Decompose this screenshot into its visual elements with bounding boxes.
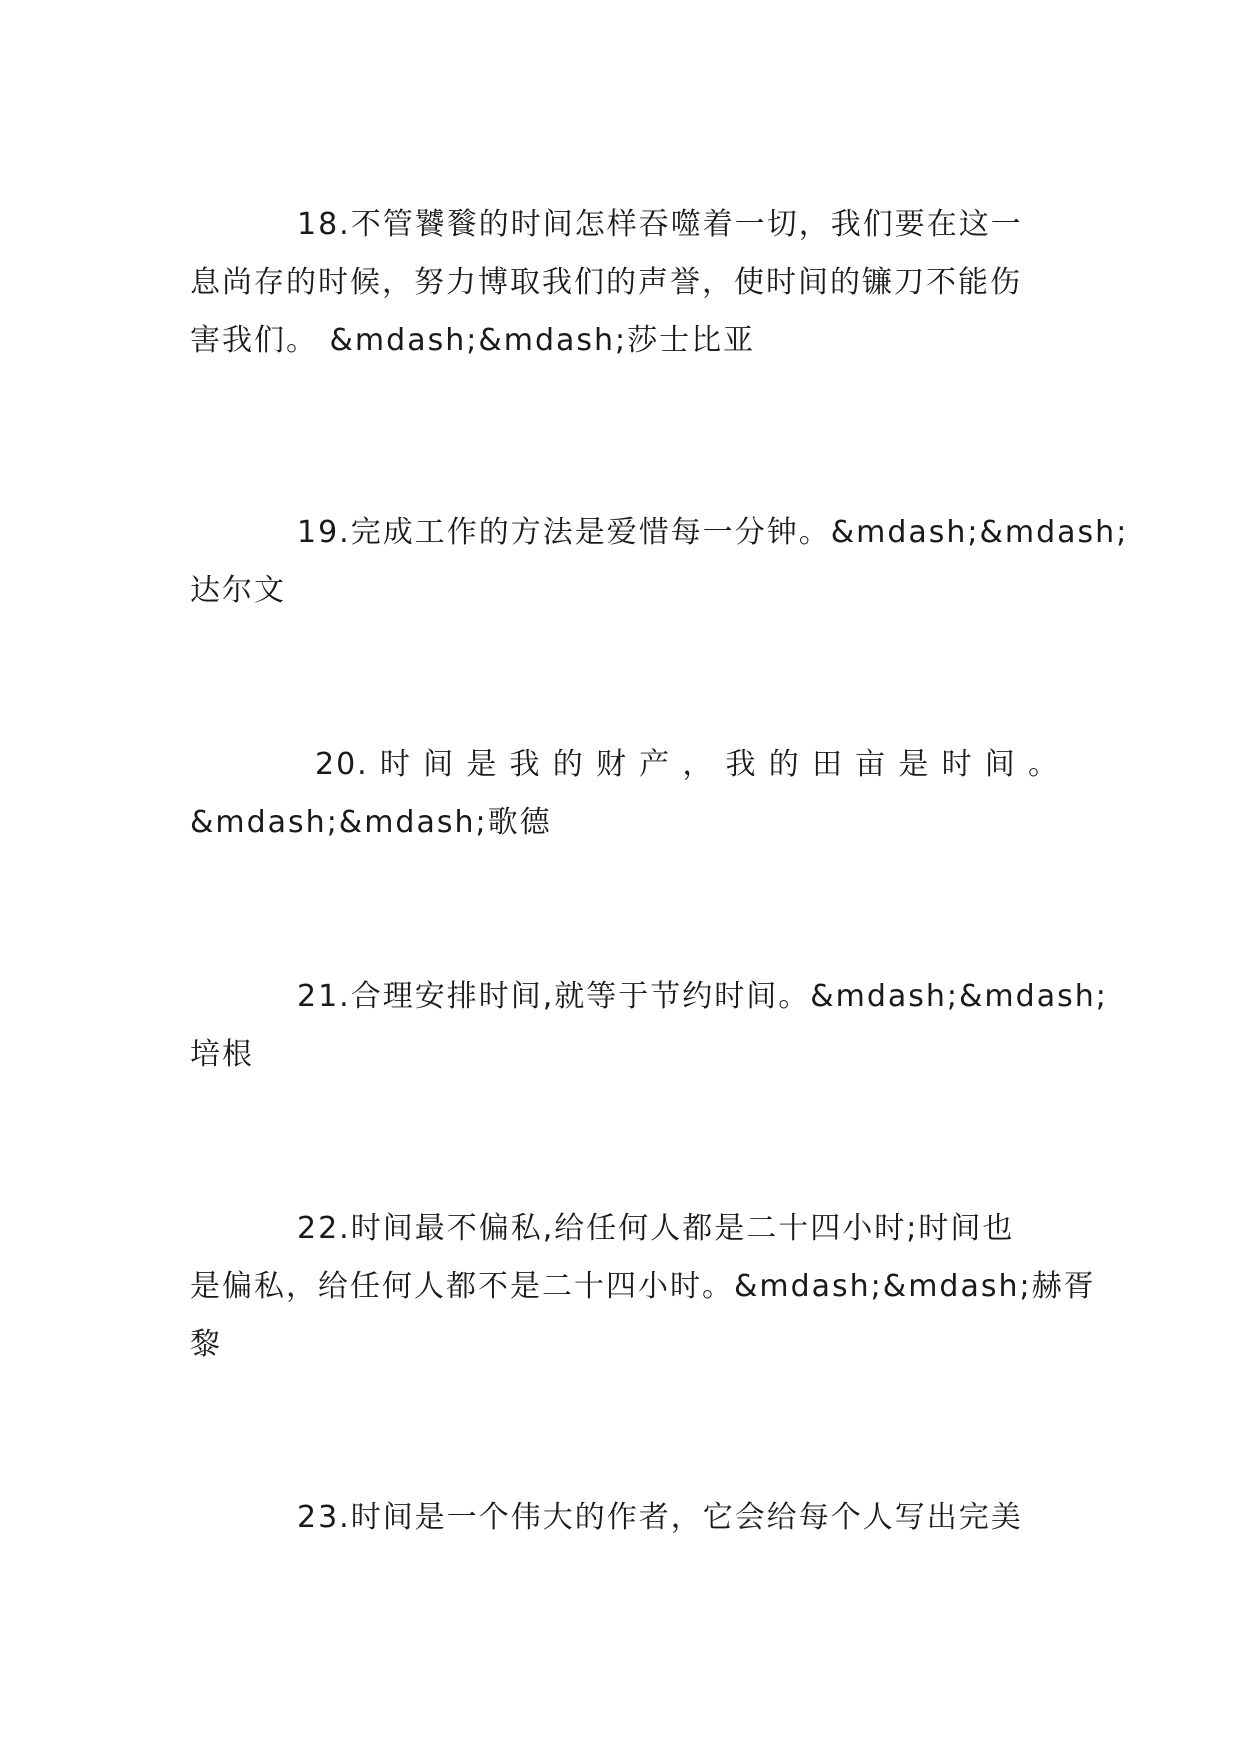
- spread-char: 产: [639, 747, 672, 782]
- spread-char: 的: [768, 747, 801, 782]
- quote-paragraph-22: [190, 1200, 1096, 1374]
- quote-line: 23.时间是一个伟大的作者，它会给每个人写出完美: [297, 1500, 1023, 1535]
- spread-char: 20.: [315, 747, 369, 782]
- spread-char: 间: [423, 747, 456, 782]
- spread-char: 间: [984, 747, 1017, 782]
- spread-char: 亩: [855, 747, 888, 782]
- quote-line: 18.不管饕餮的时间怎样吞噬着一切，我们要在这一: [297, 207, 1023, 242]
- spread-char: 田: [811, 747, 844, 782]
- spread-char: 。: [1027, 747, 1060, 782]
- spread-char: 我: [725, 747, 758, 782]
- quote-paragraph-20: [190, 736, 1060, 852]
- spread-char: 时: [379, 747, 412, 782]
- spread-char: ，: [682, 747, 715, 782]
- quote-line: 是偏私，给任何人都不是二十四小时。&mdash;&mdash;赫胥: [190, 1269, 1096, 1304]
- spread-char: 是: [466, 747, 499, 782]
- spread-char: 的: [552, 747, 585, 782]
- quote-paragraph-21: [190, 968, 1108, 1084]
- quote-line: 22.时间最不偏私,给任何人都是二十四小时;时间也: [297, 1211, 1015, 1246]
- quote-line: &mdash;&mdash;歌德: [190, 805, 552, 840]
- quote-paragraph-18: [190, 196, 1060, 370]
- quote-line: 黎: [190, 1327, 222, 1362]
- quote-line: 培根: [190, 1037, 254, 1072]
- quote-line: 息尚存的时候，努力博取我们的声誉，使时间的镰刀不能伤: [190, 265, 1022, 300]
- quote-paragraph-19: [190, 504, 1129, 620]
- quote-line: 19.完成工作的方法是爱惜每一分钟。&mdash;&mdash;: [297, 515, 1129, 550]
- quote-paragraph-23: [190, 1489, 1060, 1547]
- quote-spread-line: [190, 736, 1060, 794]
- spread-char: 财: [595, 747, 628, 782]
- spread-char: 是: [898, 747, 931, 782]
- spread-char: 时: [941, 747, 974, 782]
- spread-char: 我: [509, 747, 542, 782]
- quote-line: 害我们。 &mdash;&mdash;莎士比亚: [190, 323, 756, 358]
- quote-line: 达尔文: [190, 573, 286, 608]
- quote-line: 21.合理安排时间,就等于节约时间。&mdash;&mdash;: [297, 979, 1108, 1014]
